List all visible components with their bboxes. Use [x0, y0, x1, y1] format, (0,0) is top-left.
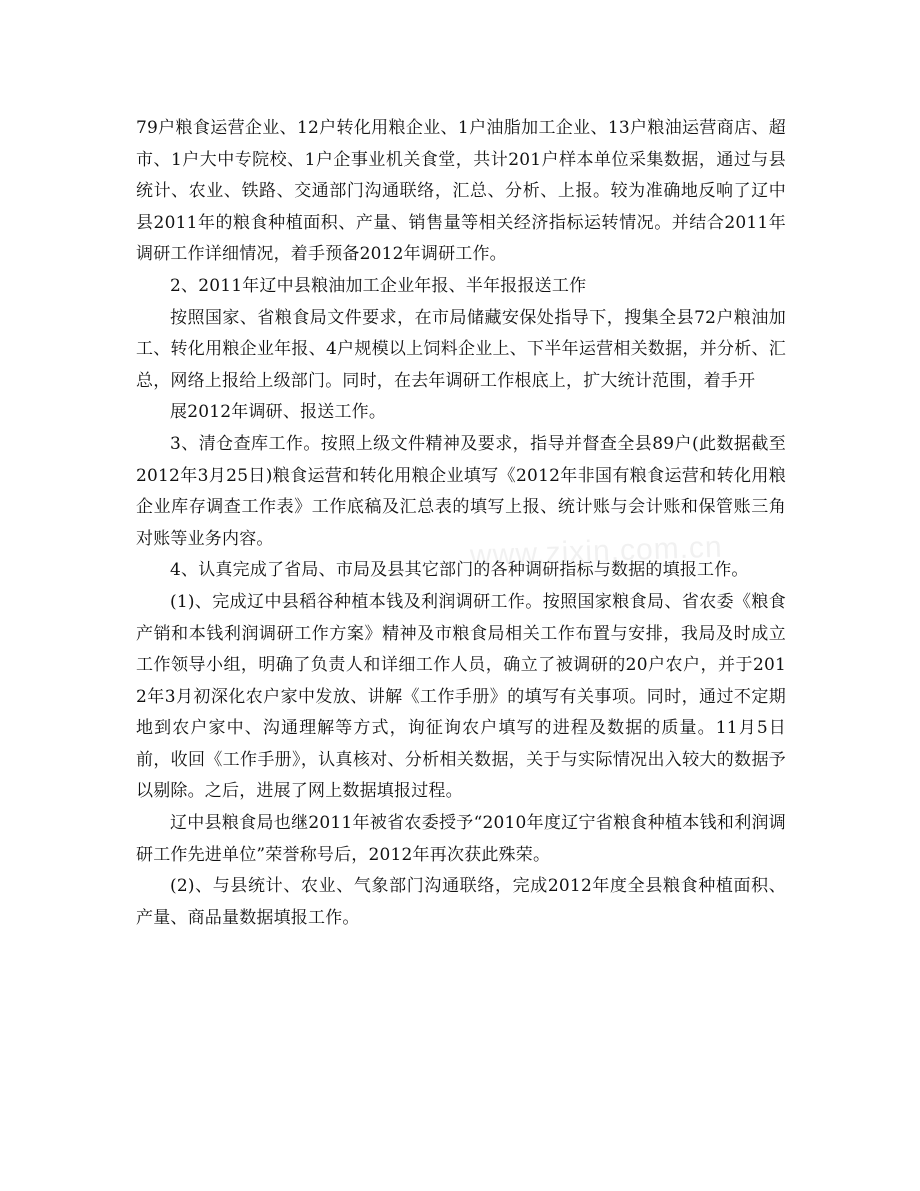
paragraph-heading-annual-report: 2、2011年辽中县粮油加工企业年报、半年报报送工作: [170, 275, 587, 296]
paragraph-rice-cost-survey: (1)、完成辽中县稻谷种植本钱及利润调研工作。按照国家粮食局、省农委《粮食产销和本钱利润调研工作方案》精神及市粮食局相关工作布置与安排，我局及时成立工作领导小组，明确了负责人和详细工作人员，确立了被调研的20户农户，并于2012年3月初深化农户家中发放、讲解《工作手册》的填写有关事项。同时，通过不定期地到农户家中、沟通理解等方式，询征询农户填写的进程及数据的质量。11月5日前，收回《工作手册》，认真核对、分析相关数据，关于与实际情况出入较大的数据予以剔除。之后，进展了网上数据填报过程。: [136, 591, 786, 802]
paragraph-planting-area-data: (2)、与县统计、农业、气象部门沟通联络，完成2012年度全县粮食种植面积、产量、商品量数据填报工作。: [136, 876, 786, 928]
paragraph-inventory-check: 3、清仓查库工作。按照上级文件精神及要求，指导并督查全县89户(此数据截至2012年3月25日)粮食运营和转化用粮企业填写《2012年非国有粮食运营和转化用粮企业库存调查工作表》工作底稿及汇总表的填写上报、统计账与会计账和保管账三角对账等业务内容。: [136, 433, 786, 549]
watermark: www.zixin.com.cn: [469, 530, 724, 573]
paragraph-honor-award: 辽中县粮食局也继2011年被省农委授予“2010年度辽宁省粮食种植本钱和利润调研工作先进单位”荣誉称号后，2012年再次获此殊荣。: [136, 813, 786, 865]
paragraph-annual-report-details: 按照国家、省粮食局文件要求，在市局储藏安保处指导下，搜集全县72户粮油加工、转化用粮企业年报、4户规模以上饲料企业上、下半年运营相关数据，并分析、汇总，网络上报给上级部门。同时，在去年调研工作根底上，扩大统计范围，着手开: [136, 307, 786, 391]
paragraph-sample-units: 79户粮食运营企业、12户转化用粮企业、1户油脂加工企业、13户粮油运营商店、超市、1户大中专院校、1户企事业机关食堂，共计201户样本单位采集数据，通过与县统计、农业、铁路、交通部门沟通联络，汇总、分析、上报。较为准确地反响了辽中县2011年的粮食种植面积、产量、销售量等相关经济指标运转情况。并结合2011年调研工作详细情况，着手预备2012年调研工作。: [136, 118, 786, 265]
paragraph-annual-report-continued: 展2012年调研、报送工作。: [170, 402, 387, 423]
paragraph-survey-reporting: 4、认真完成了省局、市局及县其它部门的各种调研指标与数据的填报工作。: [170, 560, 749, 581]
document-body: [136, 113, 786, 934]
